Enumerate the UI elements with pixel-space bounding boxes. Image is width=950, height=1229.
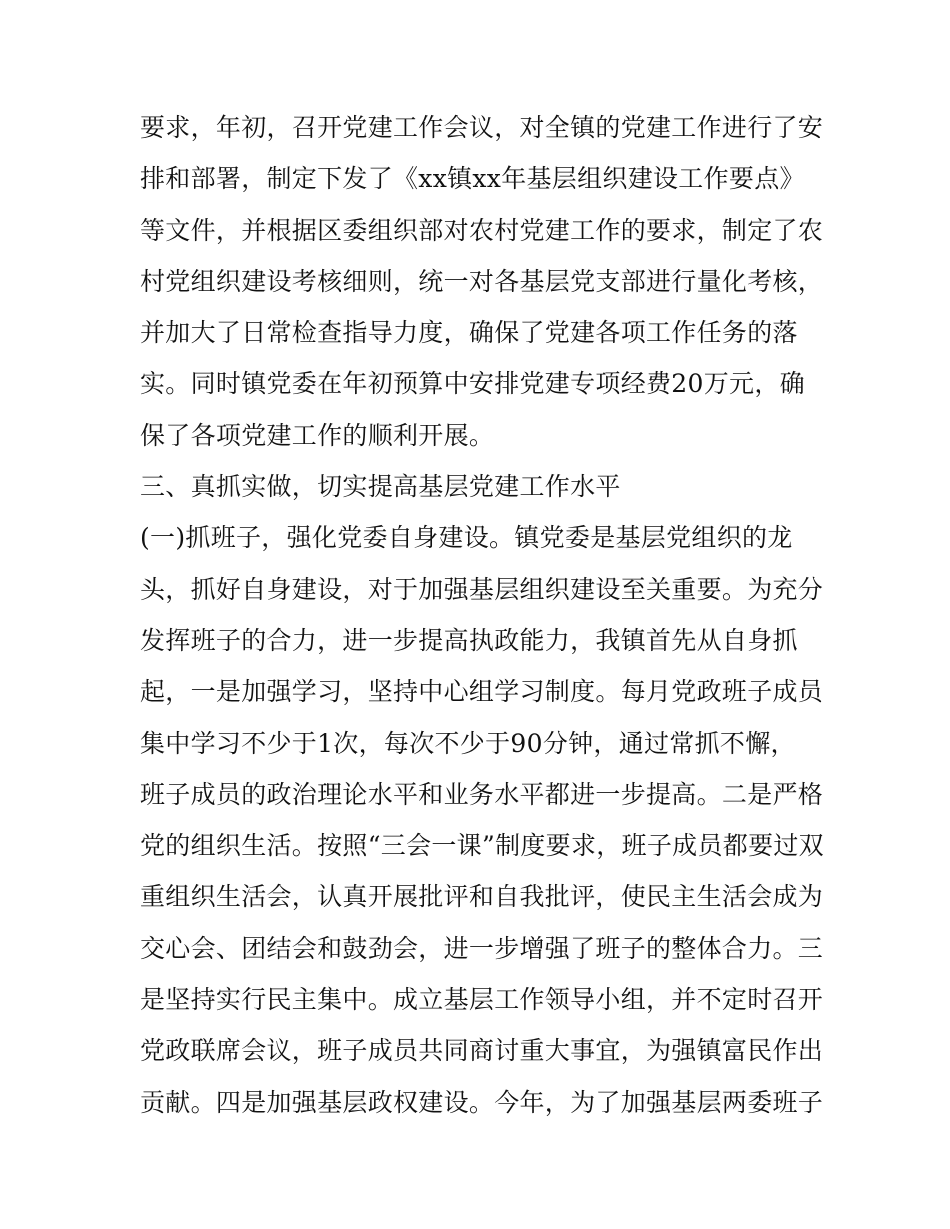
text-line-15: 党的组织生活。按照“三会一课”制度要求，班子成员都要过双 <box>140 831 824 861</box>
text-line-2: 排和部署，制定下发了《xx镇xx年基层组织建设工作要点》 <box>140 164 805 194</box>
text-line-18: 是坚持实行民主集中。成立基层工作领导小组，并不定时召开 <box>140 985 824 1015</box>
text-line-1: 要求，年初，召开党建工作会议，对全镇的党建工作进行了安 <box>140 113 824 142</box>
text-line-12: 起，一是加强学习，坚持中心组学习制度。每月党政班子成员 <box>140 677 824 707</box>
text-line-16: 重组织生活会，认真开展批评和自我批评，使民主生活会成为 <box>140 882 824 912</box>
text-line-7: 保了各项党建工作的顺利开展。 <box>140 420 495 450</box>
section-heading: 三、真抓实做，切实提高基层党建工作水平 <box>140 472 621 502</box>
text-line-9: (一)抓班子，强化党委自身建设。镇党委是基层党组织的龙 <box>140 523 793 553</box>
text-line-10: 头，抓好自身建设，对于加强基层组织建设至关重要。为充分 <box>140 574 824 604</box>
text-line-3: 等文件，并根据区委组织部对农村党建工作的要求，制定了农 <box>140 215 824 245</box>
text-line-20: 贡献。四是加强基层政权建设。今年，为了加强基层两委班子 <box>140 1087 824 1117</box>
text-line-11: 发挥班子的合力，进一步提高执政能力，我镇首先从自身抓 <box>140 625 798 655</box>
text-line-4: 村党组织建设考核细则，统一对各基层党支部进行量化考核， <box>140 266 824 296</box>
text-line-17: 交心会、团结会和鼓劲会，进一步增强了班子的整体合力。三 <box>140 933 824 963</box>
text-line-19: 党政联席会议，班子成员共同商讨重大事宜，为强镇富民作出 <box>140 1036 824 1066</box>
text-line-14: 班子成员的政治理论水平和业务水平都进一步提高。二是严格 <box>140 779 824 809</box>
text-line-13: 集中学习不少于1次，每次不少于90分钟，通过常抓不懈， <box>140 728 796 758</box>
body-text <box>140 102 824 1128</box>
text-line-6: 实。同时镇党委在年初预算中安排党建专项经费20万元，确 <box>140 369 805 399</box>
text-line-5: 并加大了日常检查指导力度，确保了党建各项工作任务的落 <box>140 318 798 348</box>
